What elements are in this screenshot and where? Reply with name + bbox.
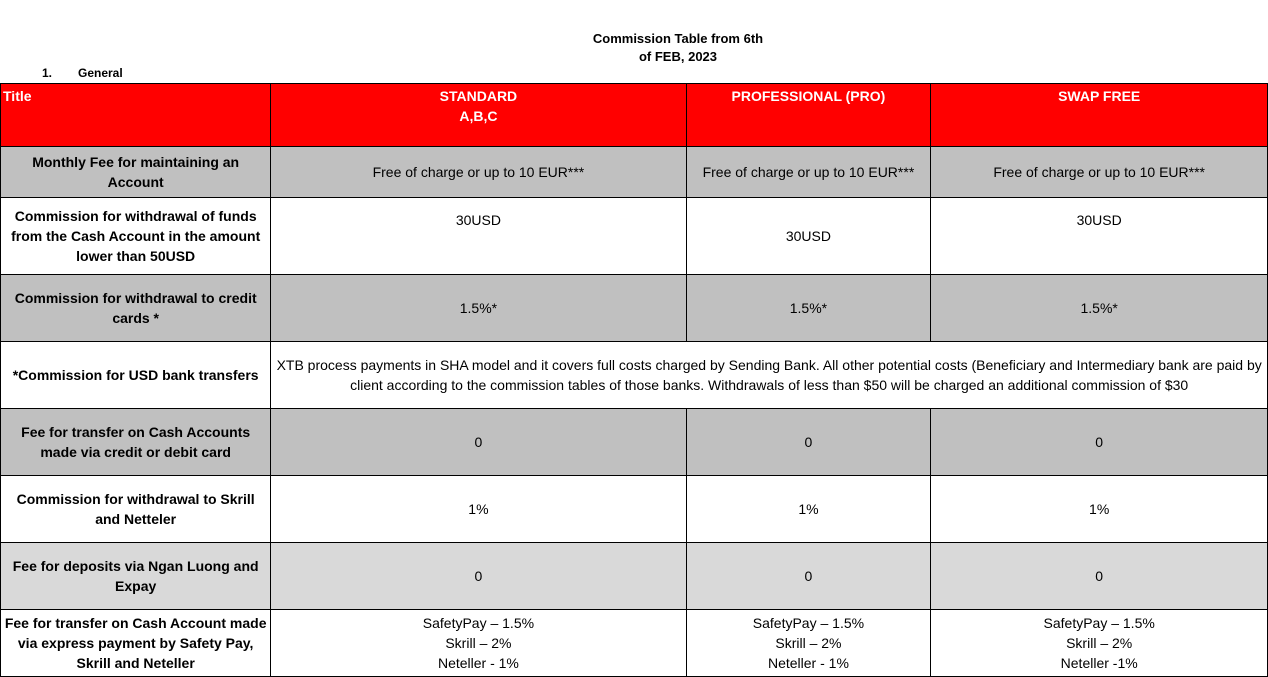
row-label: Fee for deposits via Ngan Luong and Expay: [1, 543, 271, 610]
cell-professional: 1%: [686, 476, 931, 543]
row-label: Commission for withdrawal to Skrill and Netteler: [1, 476, 271, 543]
cell-line: Neteller -1%: [1060, 655, 1138, 671]
header-standard-accounts: A,B,C: [459, 108, 498, 124]
cell-line: SafetyPay – 1.5%: [1043, 615, 1155, 631]
cell-standard: Free of charge or up to 10 EUR***: [271, 147, 686, 198]
cell-merged-note: XTB process payments in SHA model and it covers full costs charged by Sending Bank. All other potential costs (Beneficiary and Intermediary bank are paid by client according to the commission tables of those banks. Withdrawals of less than $50 will be charged an additional commission of $30: [271, 342, 1268, 409]
cell-professional: [686, 610, 931, 677]
cell-standard: 0: [271, 543, 686, 610]
section-number: 1.: [42, 66, 53, 80]
cell-professional: 0: [686, 543, 931, 610]
cell-professional: 30USD: [686, 198, 931, 275]
row-label: Commission for withdrawal to credit cards *: [1, 275, 271, 342]
row-label: Fee for transfer on Cash Account made via express payment by Safety Pay, Skrill and Neteller: [1, 610, 271, 677]
table-row: [1, 147, 1268, 198]
table-row: [1, 610, 1268, 677]
cell-line: Neteller - 1%: [767, 655, 849, 671]
header-swap-free: SWAP FREE: [931, 84, 1268, 147]
cell-swap-free: Free of charge or up to 10 EUR***: [931, 147, 1268, 198]
header-title: Title: [1, 84, 271, 147]
cell-line: Skrill – 2%: [1066, 635, 1133, 651]
table-header-row: [1, 84, 1268, 147]
cell-standard: 1%: [271, 476, 686, 543]
cell-professional: 1.5%*: [686, 275, 931, 342]
cell-swap-free: 1.5%*: [931, 275, 1268, 342]
table-row: [1, 275, 1268, 342]
document-title: [0, 30, 1268, 66]
cell-line: Skrill – 2%: [445, 635, 512, 651]
table-row: [1, 342, 1268, 409]
cell-standard: 0: [271, 409, 686, 476]
cell-swap-free: 0: [931, 543, 1268, 610]
cell-line: Neteller - 1%: [437, 655, 519, 671]
commission-table: [0, 83, 1268, 677]
section-heading: [42, 66, 123, 80]
cell-swap-free: 1%: [931, 476, 1268, 543]
cell-line: Skrill – 2%: [775, 635, 842, 651]
table-row: [1, 543, 1268, 610]
table-row: [1, 476, 1268, 543]
cell-professional: Free of charge or up to 10 EUR***: [686, 147, 931, 198]
header-standard: [271, 84, 686, 147]
cell-standard: [271, 610, 686, 677]
row-label: *Commission for USD bank transfers: [1, 342, 271, 409]
cell-line: SafetyPay – 1.5%: [422, 615, 535, 631]
cell-standard: 30USD: [271, 198, 686, 275]
title-line-1: Commission Table from 6th: [592, 31, 764, 46]
row-label: Monthly Fee for maintaining an Account: [1, 147, 271, 198]
cell-standard: 1.5%*: [271, 275, 686, 342]
title-line-2: of FEB, 2023: [638, 49, 718, 64]
row-label: Commission for withdrawal of funds from the Cash Account in the amount lower than 50USD: [1, 198, 271, 275]
cell-professional: 0: [686, 409, 931, 476]
table-row: [1, 198, 1268, 275]
header-standard-name: STANDARD: [439, 88, 518, 104]
table-row: [1, 409, 1268, 476]
row-label: Fee for transfer on Cash Accounts made via credit or debit card: [1, 409, 271, 476]
cell-line: SafetyPay – 1.5%: [752, 615, 865, 631]
cell-swap-free: [931, 610, 1268, 677]
header-professional: PROFESSIONAL (PRO): [686, 84, 931, 147]
cell-swap-free: 0: [931, 409, 1268, 476]
section-name: General: [78, 66, 123, 80]
cell-swap-free: 30USD: [931, 198, 1268, 275]
